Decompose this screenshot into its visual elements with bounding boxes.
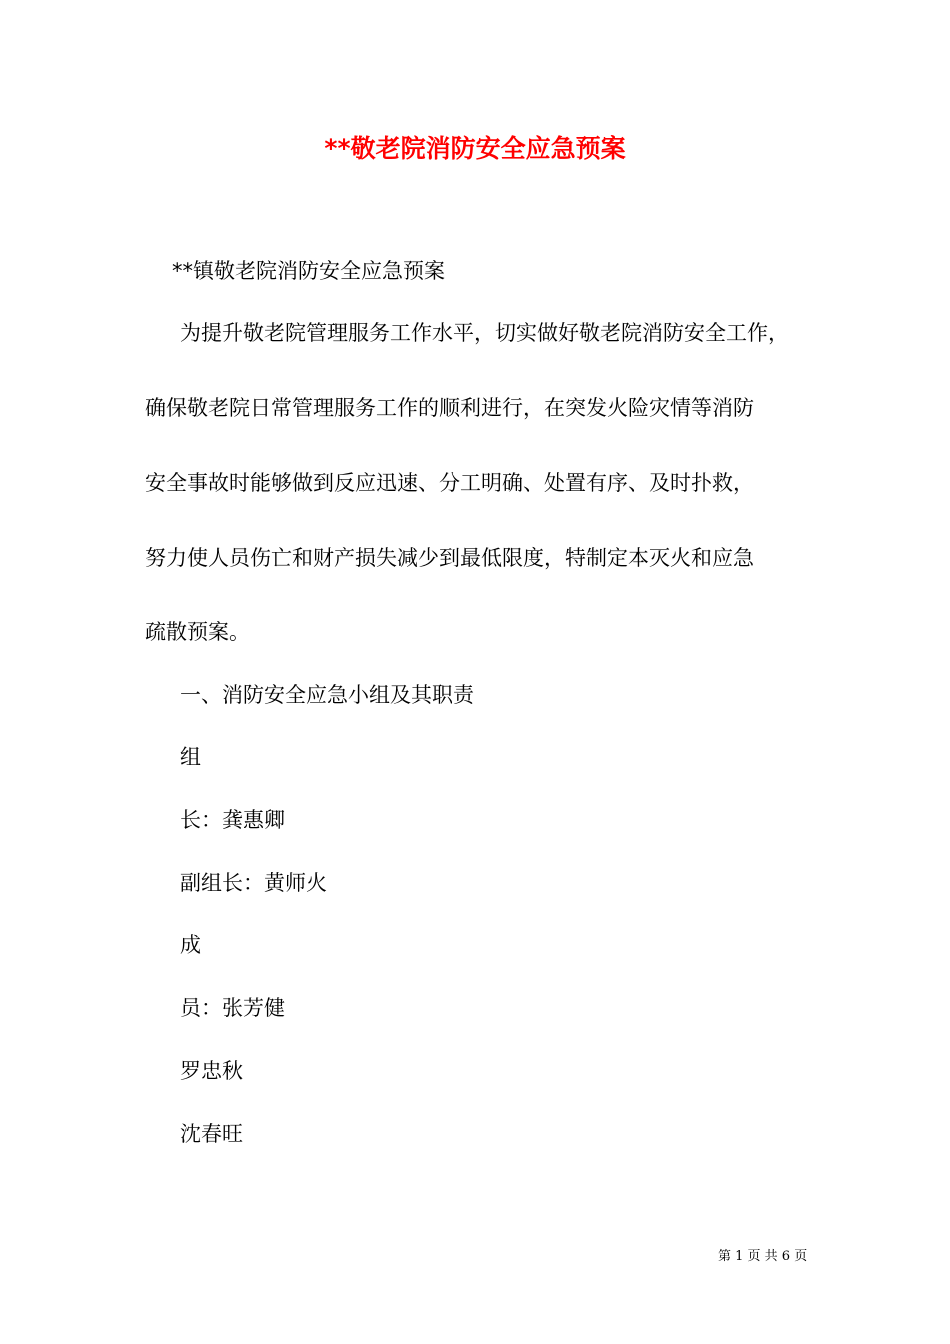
paragraph-line: 努力使人员伤亡和财产损失减少到最低限度，特制定本灭火和应急 — [145, 546, 754, 570]
member-line: 沈春旺 — [180, 1122, 243, 1146]
paragraph-line: 安全事故时能够做到反应迅速、分工明确、处置有序、及时扑救， — [145, 471, 754, 495]
document-subtitle: **镇敬老院消防安全应急预案 — [172, 259, 445, 283]
member-line: 组 — [180, 745, 201, 769]
document-title: **敬老院消防安全应急预案 — [324, 134, 626, 163]
paragraph-line: 确保敬老院日常管理服务工作的顺利进行，在突发火险灾情等消防 — [145, 396, 754, 420]
member-line: 罗忠秋 — [180, 1059, 243, 1083]
section-heading: 一、消防安全应急小组及其职责 — [180, 683, 474, 707]
member-line: 副组长：黄师火 — [180, 871, 327, 895]
member-line: 成 — [180, 933, 201, 957]
member-line: 员：张芳健 — [180, 996, 285, 1020]
page-number: 第 1 页 共 6 页 — [718, 1249, 808, 1264]
paragraph-line: 疏散预案。 — [145, 620, 250, 644]
member-line: 长：龚惠卿 — [180, 808, 285, 832]
paragraph-line: 为提升敬老院管理服务工作水平，切实做好敬老院消防安全工作， — [180, 321, 789, 345]
